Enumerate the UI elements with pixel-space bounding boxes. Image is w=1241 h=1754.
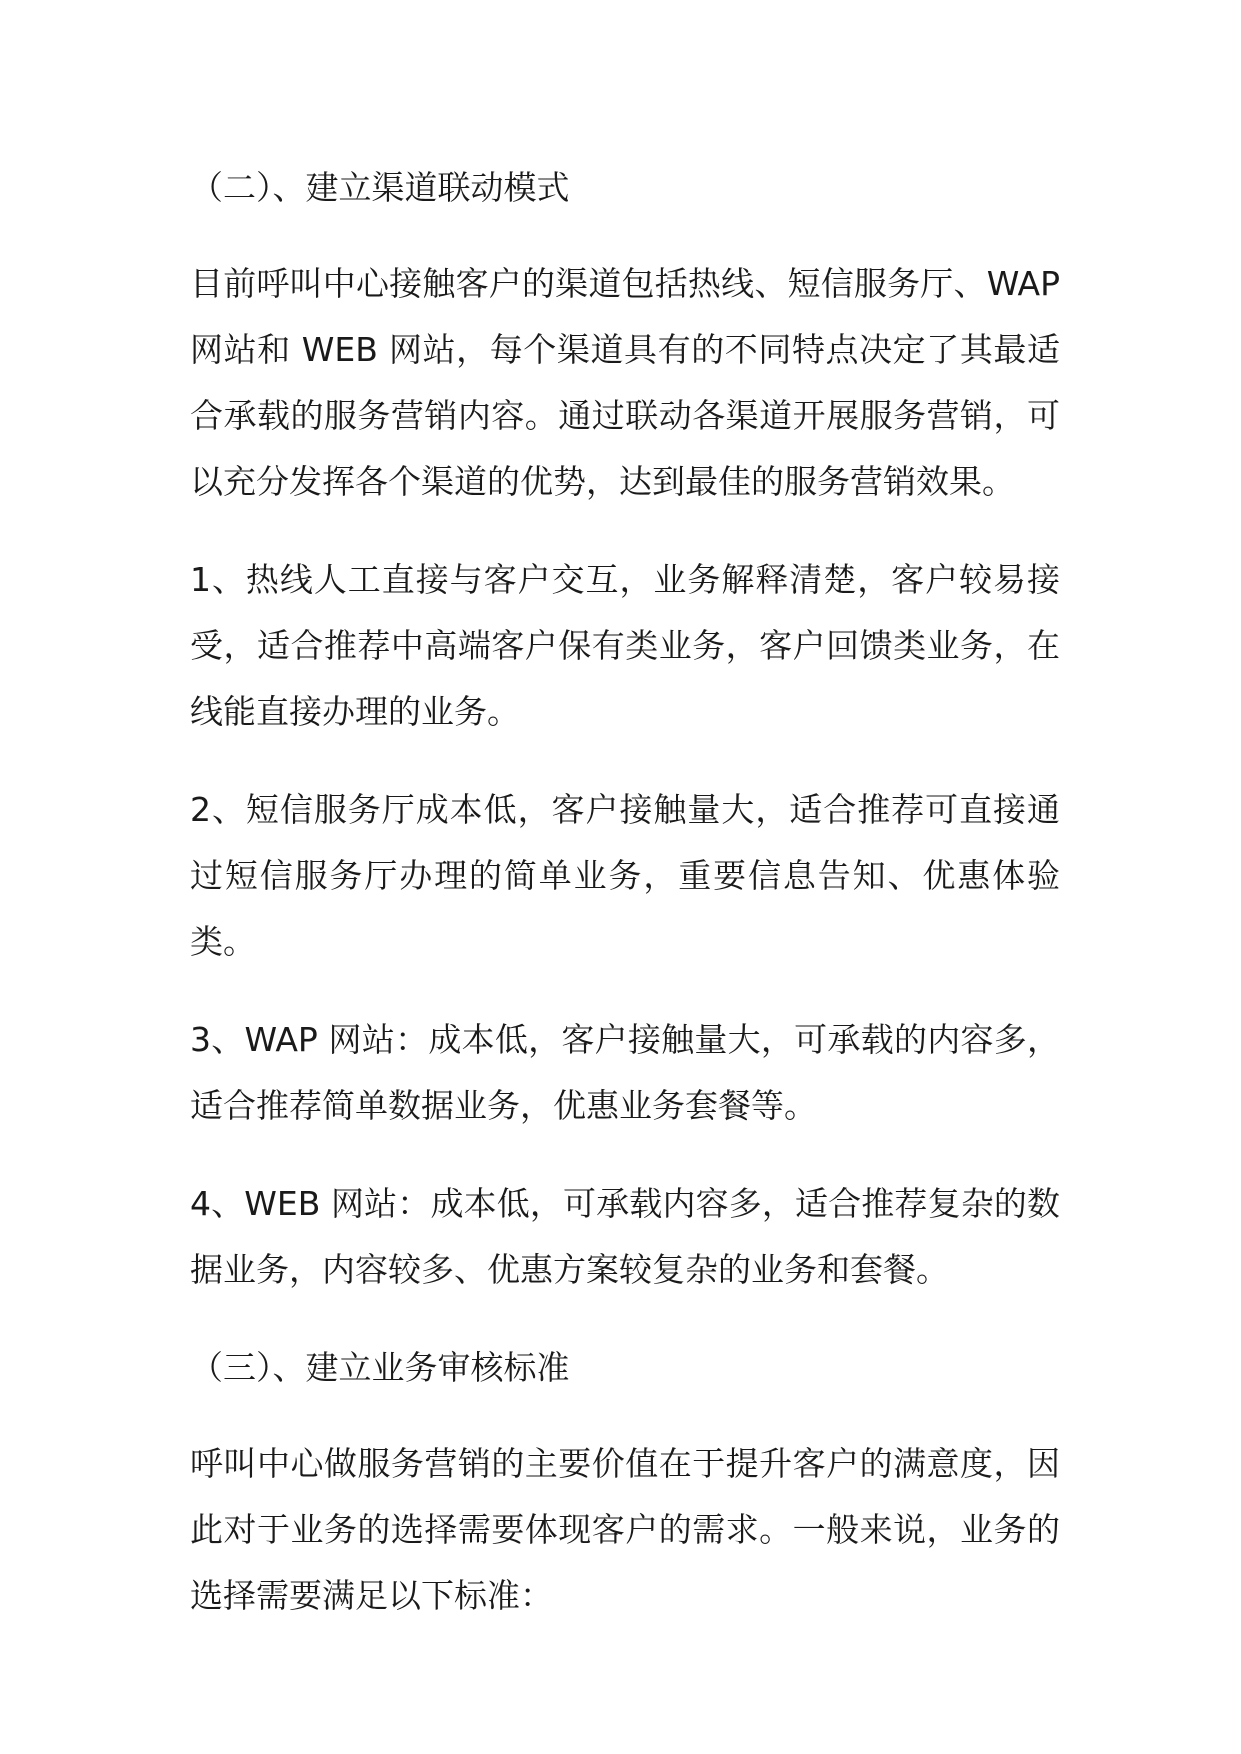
document-body <box>190 155 1060 1661</box>
section-heading-review-standard: （三）、建立业务审核标准 <box>190 1348 570 1387</box>
section-heading-channel-linkage: （二）、建立渠道联动模式 <box>190 168 570 207</box>
paragraph-review-intro: 呼叫中心做服务营销的主要价值在于提升客户的满意度，因此对于业务的选择需要体现客户的需求。一般来说，业务的选择需要满足以下标准： <box>190 1444 1060 1615</box>
list-item-sms-hall: 2、短信服务厅成本低，客户接触量大，适合推荐可直接通过短信服务厅办理的简单业务，重要信息告知、优惠体验类。 <box>190 790 1060 961</box>
paragraph-channel-intro: 目前呼叫中心接触客户的渠道包括热线、短信服务厅、WAP网站和 WEB 网站，每个渠道具有的不同特点决定了其最适合承载的服务营销内容。通过联动各渠道开展服务营销，可以充分发挥各个渠道的优势，达到最佳的服务营销效果。 <box>190 264 1060 501</box>
list-item-web-site: 4、WEB 网站：成本低，可承载内容多，适合推荐复杂的数据业务，内容较多、优惠方案较复杂的业务和套餐。 <box>190 1184 1060 1289</box>
list-item-wap-site: 3、WAP 网站：成本低，客户接触量大，可承载的内容多，适合推荐简单数据业务，优惠业务套餐等。 <box>190 1020 1060 1125</box>
list-item-hotline: 1、热线人工直接与客户交互，业务解释清楚，客户较易接受，适合推荐中高端客户保有类业务，客户回馈类业务，在线能直接办理的业务。 <box>190 560 1060 731</box>
